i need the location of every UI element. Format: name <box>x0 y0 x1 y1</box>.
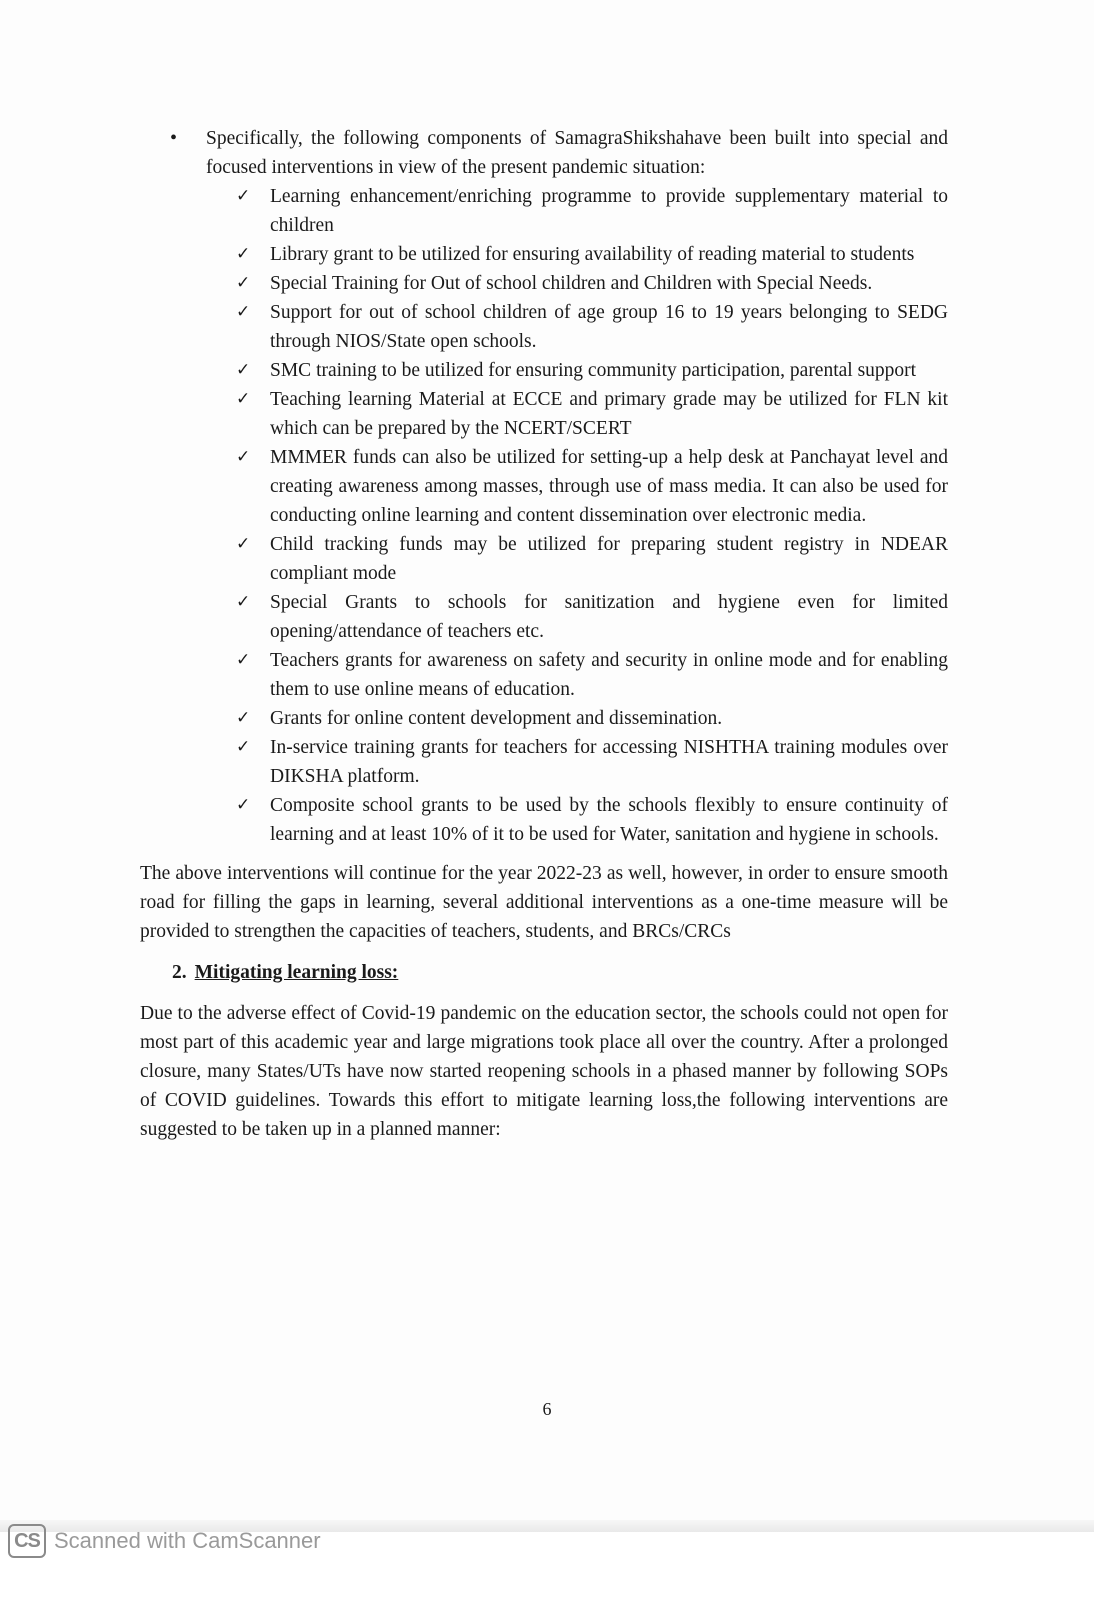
checklist-item <box>236 791 948 849</box>
checklist-item <box>236 443 948 530</box>
checklist-item-text: Teachers grants for awareness on safety and security in online mode and for enabling them to use online means of education. <box>270 650 948 700</box>
scanner-footer <box>8 1520 321 1562</box>
checklist-item <box>236 530 948 588</box>
checklist <box>236 182 948 849</box>
checklist-item-text: Special Grants to schools for sanitization and hygiene even for limited opening/attendance of teachers etc. <box>270 592 948 642</box>
bullet-icon: • <box>170 127 178 149</box>
checklist-item-text: Special Training for Out of school children and Children with Special Needs. <box>270 273 873 294</box>
checklist-item-text: Support for out of school children of age group 16 to 19 years belonging to SEDG through NIOS/State open schools. <box>270 302 948 352</box>
section-number: 2. <box>172 962 187 983</box>
checkmark-icon: ✓ <box>236 592 251 612</box>
paragraph-learning-loss: Due to the adverse effect of Covid-19 pandemic on the education sector, the schools could not open for most part of this academic year and large migrations took place all over the country. After a prolonged closure, many States/UTs have now started reopening schools in a phased manner by following SOPs of COVID guidelines. Towards this effort to mitigate learning loss,the following interventions are suggested to be taken up in a planned manner: <box>140 1003 948 1140</box>
checklist-item <box>236 240 948 269</box>
paragraph-interventions: The above interventions will continue for the year 2022-23 as well, however, in order to ensure smooth road for filling the gaps in learning, several additional interventions as a one-time measure will be provided to strengthen the capacities of teachers, students, and BRCs/CRCs <box>140 863 948 942</box>
section-heading <box>172 958 948 987</box>
checklist-item <box>236 588 948 646</box>
section-title: Mitigating learning loss: <box>194 962 399 983</box>
checklist-item-text: In-service training grants for teachers for accessing NISHTHA training modules over DIKSHA platform. <box>270 737 948 787</box>
checklist-item <box>236 385 948 443</box>
checkmark-icon: ✓ <box>236 708 251 728</box>
checklist-item <box>236 298 948 356</box>
checkmark-icon: ✓ <box>236 186 251 206</box>
checklist-item <box>236 704 948 733</box>
scanner-watermark-text: Scanned with CamScanner <box>54 1528 321 1553</box>
bullet-text: Specifically, the following components of SamagraShikshahave been built into special and focused interventions in view of the present pandemic situation: <box>206 128 948 178</box>
checklist-item-text: Child tracking funds may be utilized for preparing student registry in NDEAR compliant mode <box>270 534 948 584</box>
checklist-item-text: Composite school grants to be used by the schools flexibly to ensure continuity of learning and at least 10% of it to be used for Water, sanitation and hygiene in schools. <box>270 795 948 845</box>
checklist-item <box>236 269 948 298</box>
checkmark-icon: ✓ <box>236 447 251 467</box>
checkmark-icon: ✓ <box>236 737 251 757</box>
checklist-item <box>236 646 948 704</box>
checkmark-icon: ✓ <box>236 360 251 380</box>
checkmark-icon: ✓ <box>236 795 251 815</box>
checklist-item <box>236 182 948 240</box>
bullet-item <box>170 124 948 182</box>
checkmark-icon: ✓ <box>236 302 251 322</box>
checklist-item-text: Grants for online content development and dissemination. <box>270 708 723 729</box>
checklist-item-text: Library grant to be utilized for ensuring availability of reading material to students <box>270 244 915 265</box>
page-number: 6 <box>542 1399 552 1419</box>
checklist-item <box>236 356 948 385</box>
camscanner-logo-icon: CS <box>8 1524 46 1558</box>
page-content <box>140 124 948 1144</box>
checkmark-icon: ✓ <box>236 244 251 264</box>
checklist-item <box>236 733 948 791</box>
checkmark-icon: ✓ <box>236 650 251 670</box>
checklist-item-text: MMMER funds can also be utilized for setting-up a help desk at Panchayat level and creating awareness among masses, through use of mass media. It can also be used for conducting online learning and content dissemination over electronic media. <box>270 447 948 526</box>
checkmark-icon: ✓ <box>236 534 251 554</box>
checkmark-icon: ✓ <box>236 273 251 293</box>
checklist-item-text: Learning enhancement/enriching programme to provide supplementary material to children <box>270 186 948 236</box>
checklist-item-text: SMC training to be utilized for ensuring community participation, parental support <box>270 360 917 381</box>
checklist-item-text: Teaching learning Material at ECCE and primary grade may be utilized for FLN kit which can be prepared by the NCERT/SCERT <box>270 389 948 439</box>
checkmark-icon: ✓ <box>236 389 251 409</box>
